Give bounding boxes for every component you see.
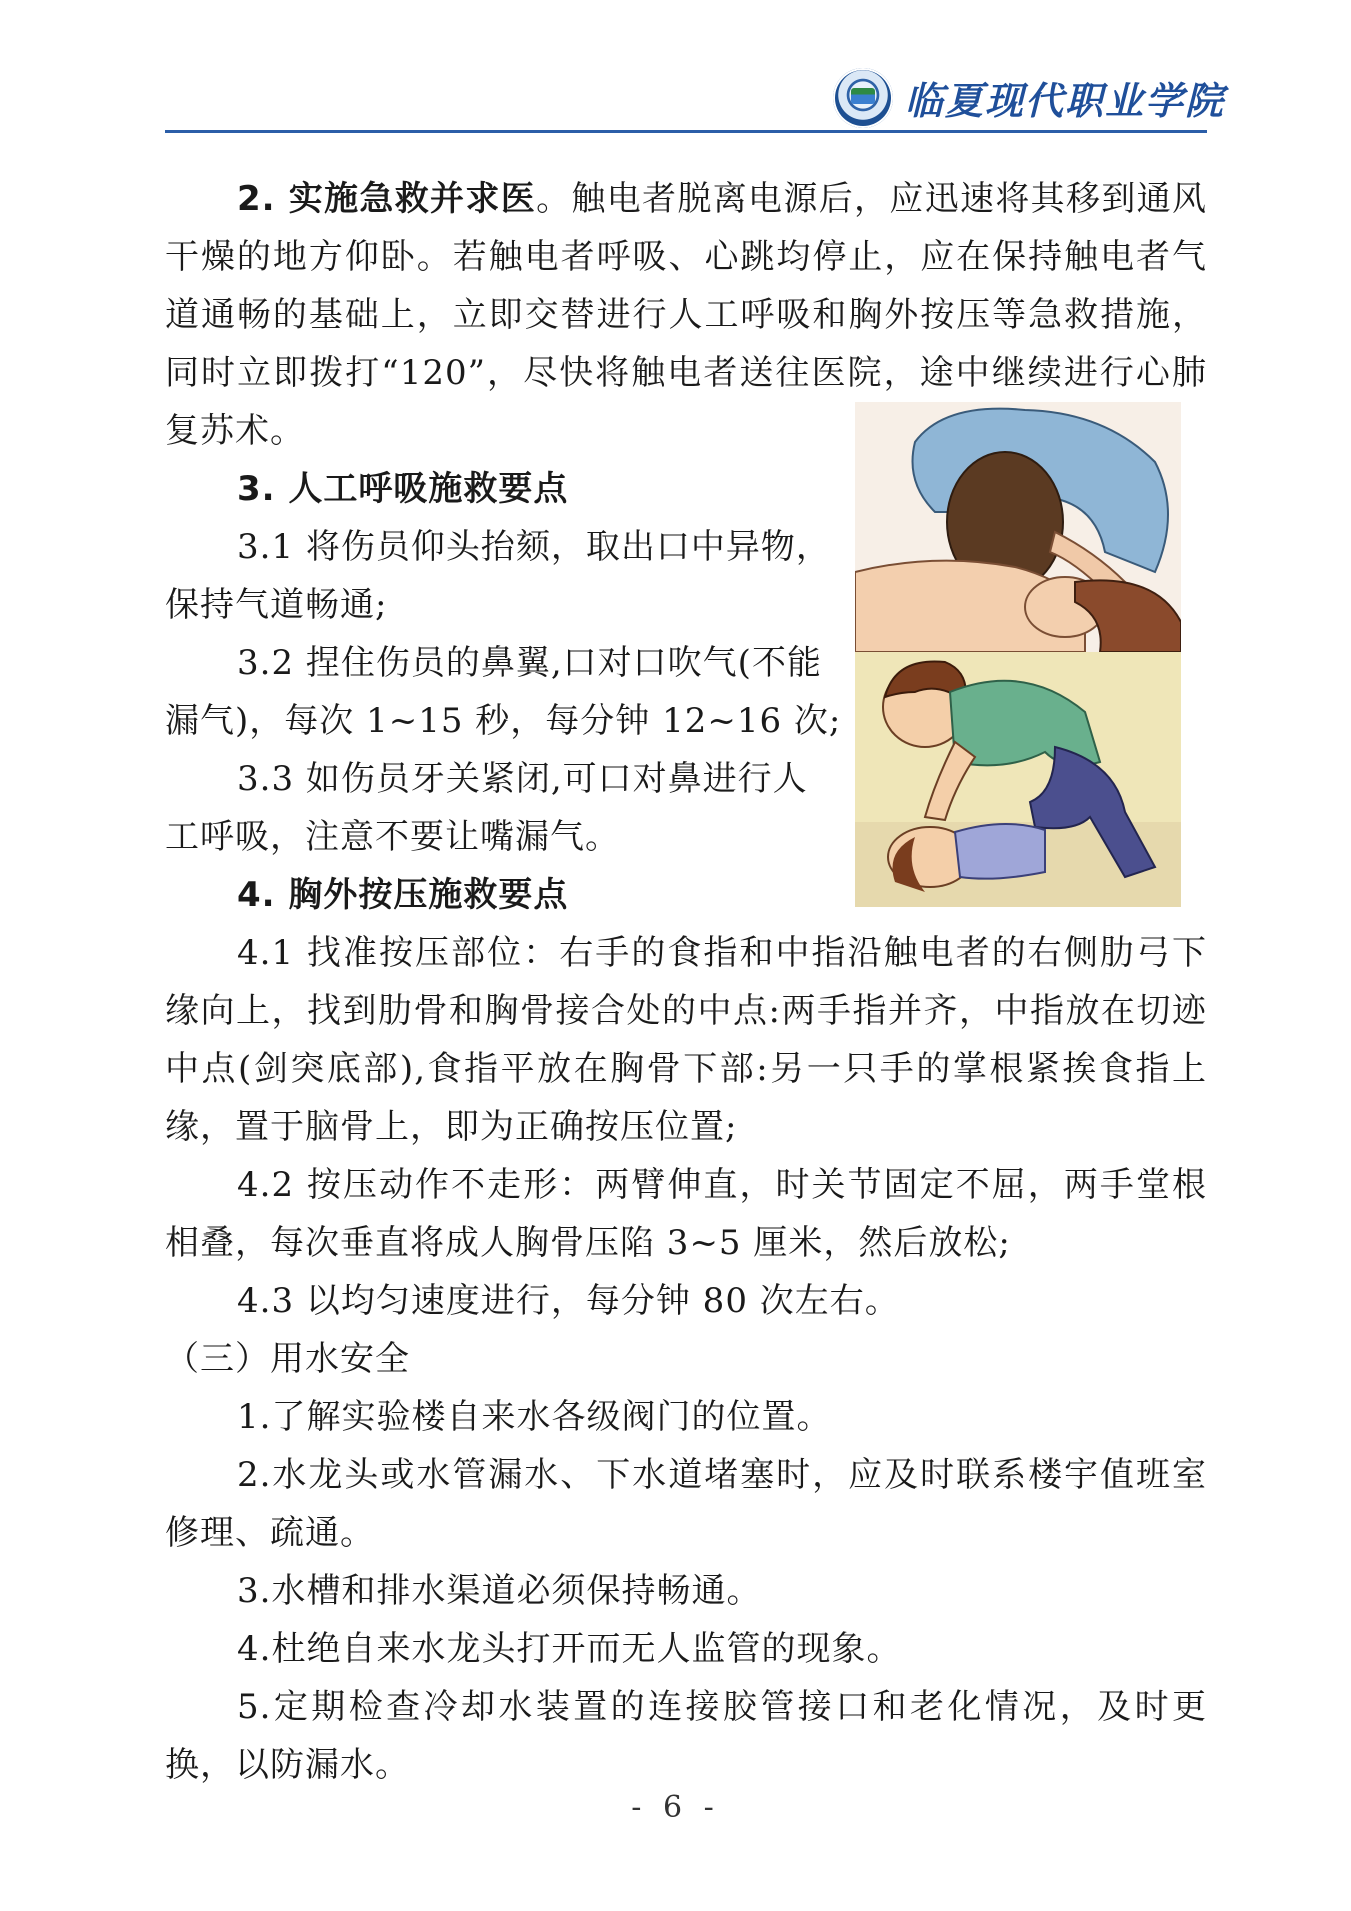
water-item-3: 3.水槽和排水渠道必须保持畅通。 xyxy=(237,1571,762,1611)
section3-p2-line1: 3.2 捏住伤员的鼻翼,口对口吹气(不能 xyxy=(237,643,822,683)
section4-p1: 4.1 找准按压部位：右手的食指和中指沿触电者的右侧肋弓下缘向上，找到肋骨和胸骨接合处的中点:两手指并齐，中指放在切迹中点(剑突底部),食指平放在胸骨下部:另一只手的掌根紧挨食指上缘，置于脑骨上，即为正确按压位置; xyxy=(165,933,1207,1147)
section3-p1-line2: 保持气道畅通; xyxy=(165,585,388,625)
section4-heading: 4. 胸外按压施救要点 xyxy=(237,875,569,915)
header-divider xyxy=(165,130,1207,133)
water-item-1: 1.了解实验楼自来水各级阀门的位置。 xyxy=(237,1397,832,1437)
section3-p2-line2: 漏气)，每次 1~15 秒，每分钟 12~16 次; xyxy=(165,701,842,741)
page-header xyxy=(165,60,1226,135)
page-number: - 6 - xyxy=(631,1790,720,1825)
water-safety-heading: （三）用水安全 xyxy=(165,1339,410,1379)
section2-heading: 2. 实施急救并求医 xyxy=(237,179,537,219)
section3-p1-line1: 3.1 将伤员仰头抬颏，取出口中异物， xyxy=(237,527,831,567)
water-item-5: 5.定期检查冷却水装置的连接胶管接口和老化情况，及时更换，以防漏水。 xyxy=(165,1687,1207,1785)
college-logo-icon xyxy=(833,68,893,128)
water-item-2: 2.水龙头或水管漏水、下水道堵塞时，应及时联系楼宇值班室修理、疏通。 xyxy=(165,1455,1207,1553)
water-item-4: 4.杜绝自来水龙头打开而无人监管的现象。 xyxy=(237,1629,902,1669)
section4-p3: 4.3 以均匀速度进行，每分钟 80 次左右。 xyxy=(237,1281,900,1321)
section2-text: 。触电者脱离电源后，应迅速将其移到通风干燥的地方仰卧。若触电者呼吸、心跳均停止，应在保持触电者气道通畅的基础上，立即交替进行人工呼吸和胸外按压等急救措施，同时立即拨打“120”，尽快将触电者送往医院，途中继续进行心肺复苏术。 xyxy=(165,179,1207,451)
rescue-breathing-illustration xyxy=(855,402,1181,652)
chest-compression-illustration xyxy=(855,652,1181,907)
school-name: 临夏现代职业学院 xyxy=(905,79,1226,123)
section3-p3-line2: 工呼吸，注意不要让嘴漏气。 xyxy=(165,817,620,857)
section3-p3-line1: 3.3 如伤员牙关紧闭,可口对鼻进行人 xyxy=(237,759,808,799)
section4-p2: 4.2 按压动作不走形：两臂伸直，时关节固定不屈，两手堂根相叠，每次垂直将成人胸骨压陷 3~5 厘米，然后放松; xyxy=(165,1165,1207,1263)
section3-heading: 3. 人工呼吸施救要点 xyxy=(237,469,569,509)
